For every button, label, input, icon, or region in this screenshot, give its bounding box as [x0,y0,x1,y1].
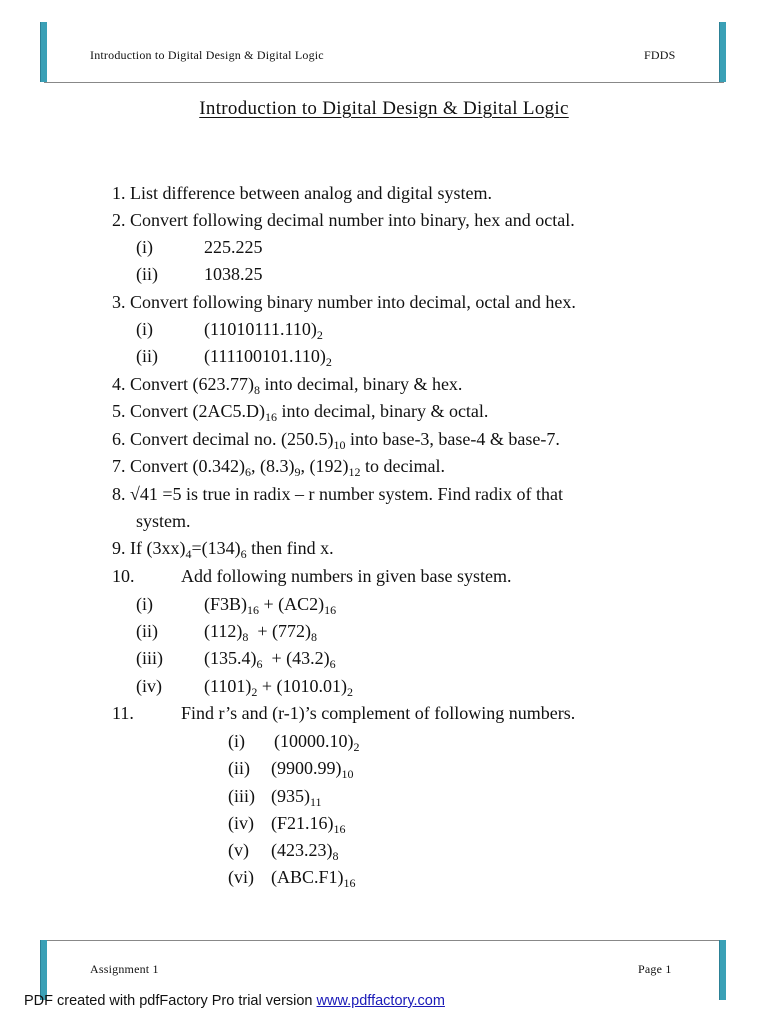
base-subscript: 16 [333,822,346,836]
sub-item-value [271,757,354,779]
sub-item-value [271,866,356,888]
sub-item-label: (i) [136,594,153,614]
footer-rule [44,940,724,941]
sub-item-label: (ii) [136,621,158,641]
sub-item-label: (ii) [136,264,158,284]
question-5 [112,400,488,422]
base-subscript: 8 [310,630,317,644]
operand-a: (112) [204,621,243,641]
question-text-post: to decimal. [360,456,445,476]
question-6 [112,428,560,450]
sub-item-value: 1038.25 [204,264,263,284]
base-subscript: 2 [353,740,360,754]
question-text-mid: , (8.3) [250,456,295,476]
number-value: (423.23) [271,840,333,860]
question-number: 6. [112,429,126,449]
sub-item-label: (iii) [136,648,163,668]
sub-item-value [271,839,339,861]
sub-item-label: (iii) [228,786,255,806]
number-value: (11010111.110) [204,319,317,339]
page-title: Introduction to Digital Design & Digital Logic [199,98,569,119]
sub-item-value [204,318,323,340]
sub-item-value [204,345,332,367]
operand-b: (1010.01) [276,676,347,696]
question-text-pre: Convert (2AC5.D) [130,401,265,421]
sub-item-label: (iv) [228,813,254,833]
pdffactory-link[interactable]: www.pdffactory.com [316,993,445,1009]
base-subscript: 6 [329,657,336,671]
footer-right-bar [719,940,726,1000]
question-text-post: into base-3, base-4 & base-7. [345,429,560,449]
base-subscript: 16 [247,603,260,617]
question-2 [112,209,575,231]
sub-item-label: (i) [228,731,245,751]
sub-item-label: (ii) [228,758,250,778]
question-10-text: Add following numbers in given base system. [181,566,512,586]
pdf-footer-text: PDF created with pdfFactory Pro trial version [24,993,317,1009]
number-value: (111100101.110) [204,346,326,366]
sub-item-value [204,675,353,697]
sub-item-label: (v) [228,840,249,860]
question-text-pre: If (3xx) [130,538,186,558]
question-1 [112,182,492,204]
base-subscript: 9 [294,465,301,479]
sub-item-value [204,647,336,669]
question-7 [112,455,445,477]
header-rule [44,82,724,83]
sub-item-label: (ii) [136,346,158,366]
pdf-footer-note [24,993,445,1009]
question-number: 5. [112,401,126,421]
question-number: 3. [112,292,126,312]
base-subscript: 16 [324,603,337,617]
question-text-post: into decimal, binary & octal. [276,401,489,421]
base-subscript: 12 [348,465,361,479]
question-text-pre: Convert (623.77) [130,374,254,394]
base-subscript: 11 [310,795,322,809]
footer-right-text: Page 1 [638,962,672,976]
header-right-text: FDDS [644,48,676,62]
sub-item-label: (vi) [228,867,254,887]
question-text-mid: , (192) [300,456,349,476]
question-text: √41 =5 is true in radix – r number system. Find radix of that [130,484,563,504]
base-subscript: 6 [244,465,251,479]
question-text: Convert following decimal number into binary, hex and octal. [130,210,575,230]
question-3 [112,291,576,313]
base-subscript: 8 [242,630,249,644]
operator: + [257,676,277,696]
question-9 [112,537,334,559]
header-left-text: Introduction to Digital Design & Digital Logic [90,48,324,62]
sub-item-value [274,730,360,752]
question-8-continued: system. [136,511,191,531]
base-subscript: 4 [185,547,192,561]
number-value: (F21.16) [271,813,334,833]
footer-left-bar [40,940,47,1000]
base-subscript: 16 [264,410,277,424]
base-subscript: 6 [256,657,263,671]
number-value: (935) [271,786,310,806]
sub-item-value [204,620,317,642]
footer-left-text: Assignment 1 [90,962,159,976]
question-text-pre: Convert (0.342) [130,456,245,476]
base-subscript: 2 [325,355,332,369]
number-value: (10000.10) [274,731,354,751]
operator: + [248,621,272,641]
question-number: 4. [112,374,126,394]
question-text-post: then find x. [246,538,334,558]
base-subscript: 10 [341,767,354,781]
header-left-bar [40,22,47,82]
base-subscript: 16 [343,876,356,890]
sub-item-label: (iv) [136,676,162,696]
question-number: 2. [112,210,126,230]
operand-b: (43.2) [286,648,330,668]
question-number: 1. [112,183,126,203]
base-subscript: 6 [240,547,247,561]
sub-item-value: 225.225 [204,237,263,257]
base-subscript: 8 [253,383,260,397]
question-text: List difference between analog and digital system. [130,183,493,203]
operand-b: (AC2) [278,594,325,614]
base-subscript: 2 [316,328,323,342]
operand-b: (772) [271,621,311,641]
sub-item-value [271,812,346,834]
question-8 [112,483,563,505]
number-value: (ABC.F1) [271,867,344,887]
question-11-text: Find r’s and (r-1)’s complement of following numbers. [181,703,576,723]
question-text-post: into decimal, binary & hex. [259,374,463,394]
question-4 [112,373,462,395]
base-subscript: 10 [333,438,346,452]
operator: + [259,594,279,614]
question-number: 11. [112,703,134,723]
base-subscript: 2 [251,685,258,699]
question-number: 9. [112,538,126,558]
operand-a: (1101) [204,676,252,696]
question-text-pre: Convert decimal no. (250.5) [130,429,334,449]
question-number: 8. [112,484,126,504]
sub-item-value [204,593,336,615]
number-value: (9900.99) [271,758,342,778]
operand-a: (F3B) [204,594,248,614]
operand-a: (135.4) [204,648,257,668]
sub-item-label: (i) [136,237,153,257]
question-number: 10. [112,566,135,586]
question-number: 7. [112,456,126,476]
sub-item-value [271,785,322,807]
header-right-bar [719,22,726,82]
question-text: Convert following binary number into decimal, octal and hex. [130,292,576,312]
operator: + [262,648,287,668]
sub-item-label: (i) [136,319,153,339]
base-subscript: 2 [346,685,353,699]
question-text-mid: =(134) [191,538,241,558]
base-subscript: 8 [332,849,339,863]
